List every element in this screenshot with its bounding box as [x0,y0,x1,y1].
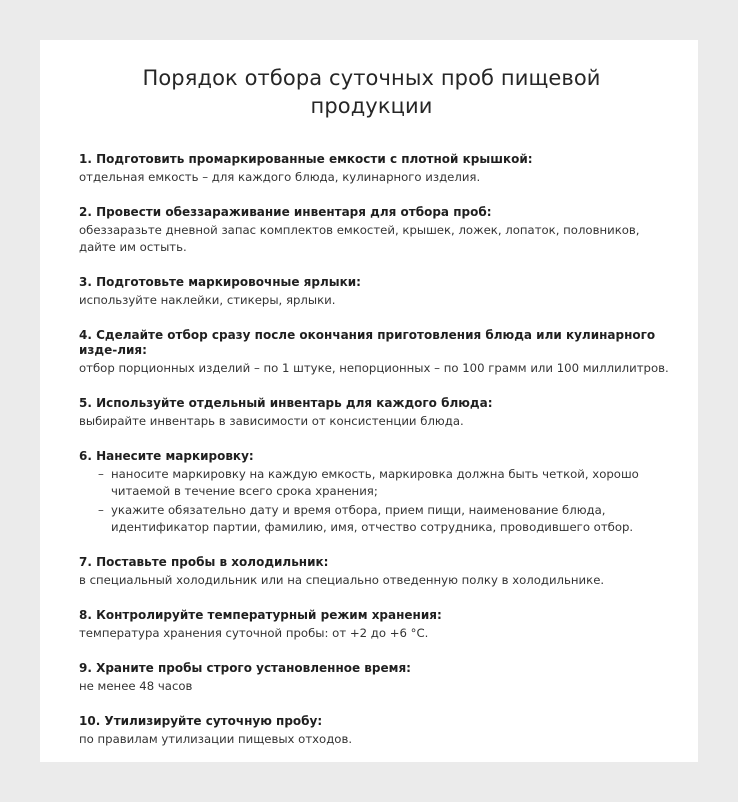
document-card [40,40,698,762]
step-heading: 10. Утилизируйте суточную пробу: [79,714,323,728]
bullet-text: наносите маркировку на каждую емкость, маркировка должна быть четкой, хорошо читаемой в течение всего срока хранения; [111,467,639,498]
procedure-list [79,152,670,748]
step-heading: 9. Храните пробы строго установленное время: [79,661,411,675]
bullet-item [79,466,670,500]
step-heading: 6. Нанесите маркировку: [79,449,254,463]
step-description: используйте наклейки, стикеры, ярлыки. [79,293,336,307]
bullet-text: укажите обязательно дату и время отбора, прием пищи, наименование блюда, идентификатор партии, фамилию, имя, отчество сотрудника, проводившего отбор. [111,503,634,534]
step-description: в специальный холодильник или на специально отведенную полку в холодильнике. [79,573,605,587]
step-description: температура хранения суточной пробы: от +2 до +6 °С. [79,626,429,640]
step-heading: 2. Провести обеззараживание инвентаря для отбора проб: [79,205,492,219]
page-title: Порядок отбора суточных проб пищевой продукции [142,66,601,118]
step-heading: 7. Поставьте пробы в холодильник: [79,555,329,569]
step-heading: 3. Подготовьте маркировочные ярлыки: [79,275,361,289]
dash-bullet-icon: – [98,467,104,481]
step-description: отбор порционных изделий – по 1 штуке, непорционных – по 100 грамм или 100 миллилитров. [79,361,669,375]
step-heading: 4. Сделайте отбор сразу после окончания приготовления блюда или кулинарного изде-лия: [79,328,656,357]
bullet-item [79,502,670,536]
step-description: не менее 48 часов [79,679,193,693]
list-item [79,275,670,309]
dash-bullet-icon: – [98,503,104,517]
list-item [79,328,670,377]
step-heading: 5. Используйте отдельный инвентарь для каждого блюда: [79,396,493,410]
bullet-list [79,466,670,536]
step-description: отдельная емкость – для каждого блюда, кулинарного изделия. [79,170,481,184]
list-item [79,661,670,695]
list-item [79,396,670,430]
list-item [79,714,670,748]
step-heading: 8. Контролируйте температурный режим хранения: [79,608,442,622]
list-item [79,205,670,256]
step-description: обеззаразьте дневной запас комплектов емкостей, крышек, ложек, лопаток, половников, дайте им остыть. [79,223,640,254]
list-item [79,152,670,186]
list-item [79,449,670,536]
step-description: выбирайте инвентарь в зависимости от консистенции блюда. [79,414,464,428]
list-item [79,608,670,642]
step-description: по правилам утилизации пищевых отходов. [79,732,353,746]
list-item [79,555,670,589]
step-heading: 1. Подготовить промаркированные емкости с плотной крышкой: [79,152,533,166]
